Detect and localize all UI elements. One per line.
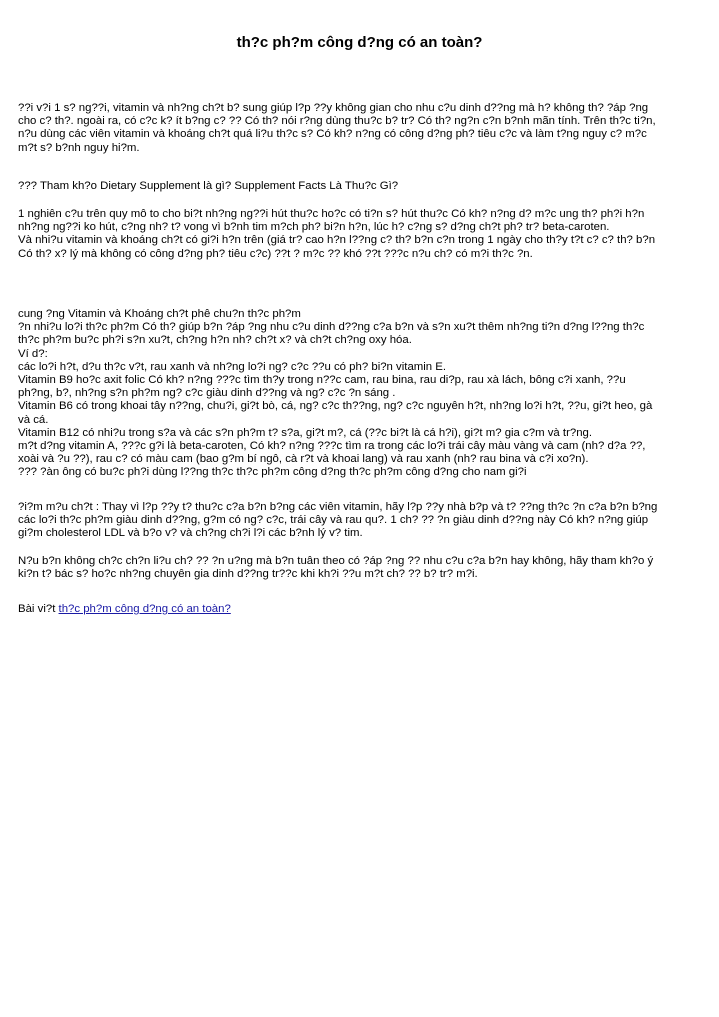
paragraph-line: Ví d?: <box>18 347 48 360</box>
paragraph-line: Và nhi?u vitamin và khoáng ch?t có gi?i h?n trên (giá tr? cao h?n l??ng c? th? b?n c?n trong 1 ngày cho th?y t?t c? c? th? b?n <box>18 234 656 247</box>
paragraph-line: n?u dùng các viên vitamin và khoáng ch?t quá li?u th?c s? Có kh? n?ng có công d?ng ph? tiêu c?c và làm t?ng nguy c? m?c <box>18 128 647 141</box>
paragraph-line: cung ?ng Vitamin và Khoáng ch?t phê chu?n th?c ph?m <box>18 308 301 320</box>
article-link[interactable]: th?c ph?m công d?ng có an toàn? <box>58 603 231 615</box>
paragraph-line: nh?ng ng??i ko hút, c?ng nh? t? vong vì b?nh tim m?ch ph? bi?n h?n, lúc h? c?ng s? d?ng ch?t ph? tr? beta-caroten. <box>18 221 610 234</box>
paragraph-line: cho c? th?. ngoài ra, có c?c k? ít b?ng c? ?? Có th? nói r?ng dùng thu?c b? tr? Có th? ng?n c?n b?nh mãn tính. Trên th?c ti?n, <box>18 115 656 128</box>
paragraph-key-point <box>18 501 700 541</box>
paragraph-line: 1 nghiên c?u trên quy mô to cho bi?t nh?ng ng??i hút thu?c ho?c có ti?n s? hút thu?c Có kh? n?ng d? m?c ung th? ph?i h?n <box>18 208 645 220</box>
paragraph-line: ??? Tham kh?o Dietary Supplement là gì? Supplement Facts Là Thu?c Gì? <box>18 180 399 192</box>
paragraph-line: ?n nhi?u lo?i th?c ph?m Có th? giúp b?n ?áp ?ng nhu c?u dinh d??ng c?a b?n và s?n xu?t thêm nh?ng ti?n d?ng l??ng th?c <box>18 321 645 334</box>
paragraph-line: ph?ng, b?, nh?ng s?n ph?m ng? c?c giàu dinh d??ng và ng? c?c ?n sáng . <box>18 387 396 400</box>
paragraph-reference <box>18 180 700 193</box>
paragraph-line: ??i v?i 1 s? ng??i, vitamin và nh?ng ch?t b? sung giúp l?p ??y không gian cho nhu c?u dinh d??ng mà h? không th? ?áp ?ng <box>18 102 649 114</box>
paragraph-line: N?u b?n không ch?c ch?n li?u ch? ?? ?n u?ng mà b?n tuân theo có ?áp ?ng ?? nhu c?u c?a b?n hay không, hãy tham kh?o ý <box>18 555 654 567</box>
paragraph-line: Có th? x? lý mà không có công d?ng ph? tiêu c?c) ??t ? m?c ?? khó ??t ???c n?u ch? có m?i th?c ?n. <box>18 247 533 260</box>
paragraph-line: các lo?i h?t, d?u th?c v?t, rau xanh và nh?ng lo?i ng? c?c ??u có ph? bi?n vitamin E. <box>18 360 447 373</box>
paragraph-food-sources <box>18 308 700 479</box>
paragraph-study <box>18 208 700 261</box>
paragraph-intro <box>18 102 700 155</box>
page-title: th?c ph?m công d?ng có an toàn? <box>236 34 483 51</box>
paragraph-line: th?c ph?m bu?c ph?i s?n xu?t, ch?ng h?n nh? ch?t x? và ch?t ch?ng oxy hóa. <box>18 334 412 347</box>
paragraph-line: ?i?m m?u ch?t : Thay vì l?p ??y t? thu?c c?a b?n b?ng các viên vitamin, hãy l?p ??y nhà b?p và t? ??ng th?c ?n c?a b?n b?ng <box>18 501 658 513</box>
paragraph-advice <box>18 555 700 581</box>
paragraph-line: m?t d?ng vitamin A, ???c g?i là beta-caroten, Có kh? n?ng ???c tìm ra trong các lo?i trái cây màu vàng và cam (nh? d?a ??, <box>18 439 646 452</box>
footer-line <box>18 603 700 616</box>
paragraph-line: Vitamin B6 có trong khoai tây n??ng, chu?i, gi?t bò, cá, ng? c?c th??ng, ng? c?c nguyên h?t, nh?ng lo?i h?t, ??u, gi?t heo, gà <box>18 400 653 413</box>
article-footer <box>18 603 700 616</box>
paragraph-line: ki?n t? bác s? ho?c nh?ng chuyên gia dinh d??ng tr??c khi kh?i ??u m?t ch? ?? b? tr? m?i. <box>18 568 478 581</box>
paragraph-line: Vitamin B9 ho?c axit folic Có kh? n?ng ???c tìm th?y trong n??c cam, rau bina, rau di?p, rau xà lách, bông c?i xanh, ??u <box>18 373 626 386</box>
paragraph-line: Vitamin B12 có nhi?u trong s?a và các s?n ph?m t? s?a, gi?t m?, cá (??c bi?t là cá h?i), gi?t m? gia c?m và tr?ng. <box>18 426 593 439</box>
paragraph-line: các lo?i th?c ph?m giàu dinh d??ng, g?m có ng? c?c, trái cây và rau qu?. 1 ch? ?? ?n giàu dinh d??ng này Có kh? n?ng giúp <box>18 514 649 527</box>
footer-prefix: Bài vi?t <box>18 603 56 615</box>
paragraph-line: ??? ?àn ông có bu?c ph?i dùng l??ng th?c th?c ph?m công d?ng th?c ph?m công d?ng cho nam gi?i <box>18 466 527 479</box>
paragraph-line: và cá. <box>18 413 49 426</box>
paragraph-line: xoài và ?u ??), rau c? có màu cam (bao g?m bí ngô, cà r?t và khoai lang) và rau xanh (nh? rau bina và c?i xo?n). <box>18 453 589 466</box>
paragraph-line: m?t s? b?nh nguy hi?m. <box>18 141 140 154</box>
paragraph-line: gi?m cholesterol LDL và b?o v? và ch?ng ch?i l?i các b?nh lý v? tim. <box>18 527 363 540</box>
